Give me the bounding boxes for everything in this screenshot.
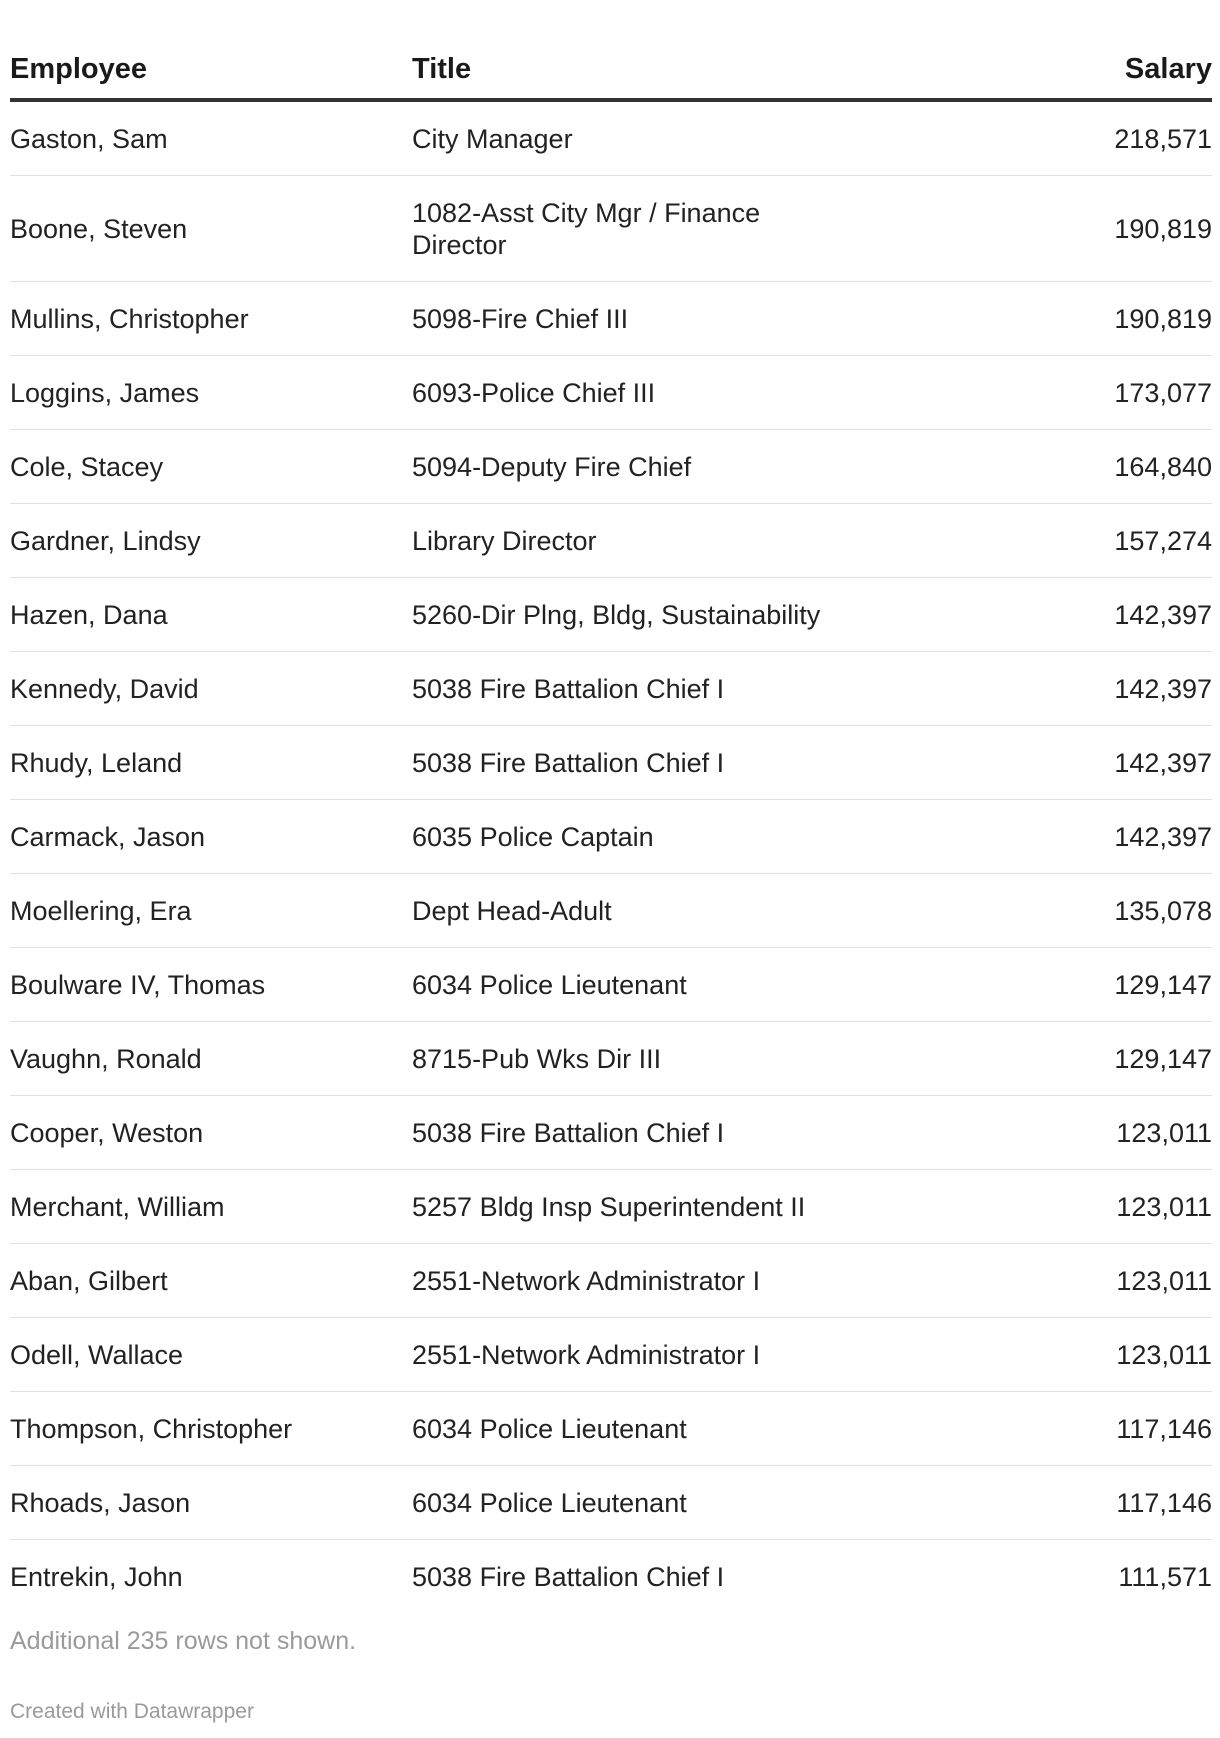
cell-employee: Cole, Stacey — [10, 430, 412, 504]
cell-employee: Moellering, Era — [10, 874, 412, 948]
cell-salary: 142,397 — [892, 726, 1212, 800]
cell-employee: Gardner, Lindsy — [10, 504, 412, 578]
header-row — [10, 40, 1212, 100]
rows-not-shown-note: Additional 235 rows not shown. — [10, 1627, 357, 1655]
cell-title: 5094-Deputy Fire Chief — [412, 430, 892, 504]
cell-employee: Entrekin, John — [10, 1561, 183, 1592]
cell-employee: Mullins, Christopher — [10, 282, 412, 356]
cell-salary: 142,397 — [892, 652, 1212, 726]
cell-salary: 157,274 — [892, 504, 1212, 578]
datawrapper-credit[interactable]: Created with Datawrapper — [10, 1700, 254, 1723]
table-row — [10, 948, 1212, 1022]
table-row — [10, 1244, 1212, 1318]
column-header-title[interactable]: Title — [412, 40, 892, 100]
table-row — [10, 1392, 1212, 1466]
cell-employee: Rhudy, Leland — [10, 726, 412, 800]
cell-salary: 173,077 — [892, 356, 1212, 430]
table-row — [10, 176, 1212, 282]
table-row — [10, 1170, 1212, 1244]
cell-title: City Manager — [412, 100, 892, 176]
cell-title: 5260-Dir Plng, Bldg, Sustainability — [412, 578, 892, 652]
cell-employee: Vaughn, Ronald — [10, 1022, 412, 1096]
column-header-salary[interactable]: Salary — [892, 40, 1212, 100]
cell-employee: Cooper, Weston — [10, 1096, 412, 1170]
cell-title: 1082-Asst City Mgr / Finance Director — [412, 176, 892, 282]
table-body — [10, 100, 1212, 1613]
cell-title: 5038 Fire Battalion Chief I — [412, 652, 892, 726]
cell-title: 6093-Police Chief III — [412, 356, 892, 430]
table-row — [10, 356, 1212, 430]
cell-employee: Carmack, Jason — [10, 800, 412, 874]
table-row — [10, 1540, 1212, 1614]
table-row — [10, 726, 1212, 800]
cell-salary: 142,397 — [892, 800, 1212, 874]
table-row — [10, 1022, 1212, 1096]
cell-salary: 190,819 — [892, 282, 1212, 356]
cell-salary: 123,011 — [892, 1096, 1212, 1170]
cell-title: 2551-Network Administrator I — [412, 1244, 892, 1318]
cell-title: 6034 Police Lieutenant — [412, 1392, 892, 1466]
cell-employee: Hazen, Dana — [10, 578, 412, 652]
cell-salary: 123,011 — [892, 1244, 1212, 1318]
table-row — [10, 800, 1212, 874]
cell-title: Dept Head-Adult — [412, 874, 892, 948]
table-row — [10, 652, 1212, 726]
table-row — [10, 578, 1212, 652]
cell-title: 6035 Police Captain — [412, 800, 892, 874]
cell-salary: 190,819 — [892, 176, 1212, 282]
cell-title: 6034 Police Lieutenant — [412, 948, 892, 1022]
table-row — [10, 430, 1212, 504]
table-header — [10, 40, 1212, 100]
cell-employee: Aban, Gilbert — [10, 1244, 412, 1318]
cell-title: 5098-Fire Chief III — [412, 282, 892, 356]
cell-salary: 129,147 — [892, 948, 1212, 1022]
cell-title: 5038 Fire Battalion Chief I — [412, 1096, 892, 1170]
column-header-employee[interactable]: Employee — [10, 40, 412, 100]
cell-salary: 164,840 — [892, 430, 1212, 504]
cell-employee: Merchant, William — [10, 1170, 412, 1244]
table-row — [10, 874, 1212, 948]
cell-salary: 123,011 — [892, 1170, 1212, 1244]
table-row — [10, 1096, 1212, 1170]
cell-employee: Loggins, James — [10, 356, 412, 430]
salary-table — [10, 40, 1212, 1613]
cell-salary: 129,147 — [892, 1022, 1212, 1096]
cell-salary: 123,011 — [892, 1318, 1212, 1392]
cell-salary: 111,571 — [1118, 1561, 1212, 1592]
cell-employee: Gaston, Sam — [10, 100, 412, 176]
cell-title: 5038 Fire Battalion Chief I — [412, 1561, 725, 1592]
cell-salary: 117,146 — [892, 1466, 1212, 1540]
table-row — [10, 100, 1212, 176]
cell-salary: 142,397 — [892, 578, 1212, 652]
cell-title: 5257 Bldg Insp Superintendent II — [412, 1170, 892, 1244]
cell-employee: Boone, Steven — [10, 176, 412, 282]
table-row — [10, 1466, 1212, 1540]
salary-table-container — [10, 40, 1212, 1613]
cell-employee: Odell, Wallace — [10, 1318, 412, 1392]
cell-title: 6034 Police Lieutenant — [412, 1466, 892, 1540]
cell-salary: 135,078 — [892, 874, 1212, 948]
cell-employee: Thompson, Christopher — [10, 1392, 412, 1466]
cell-employee: Boulware IV, Thomas — [10, 948, 412, 1022]
table-row — [10, 1318, 1212, 1392]
cell-title: 8715-Pub Wks Dir III — [412, 1022, 892, 1096]
cell-employee: Kennedy, David — [10, 652, 412, 726]
cell-salary: 117,146 — [892, 1392, 1212, 1466]
cell-salary: 218,571 — [892, 100, 1212, 176]
table-row — [10, 504, 1212, 578]
table-row — [10, 282, 1212, 356]
cell-title: Library Director — [412, 504, 892, 578]
cell-title: 2551-Network Administrator I — [412, 1318, 892, 1392]
cell-employee: Rhoads, Jason — [10, 1466, 412, 1540]
cell-title: 5038 Fire Battalion Chief I — [412, 726, 892, 800]
